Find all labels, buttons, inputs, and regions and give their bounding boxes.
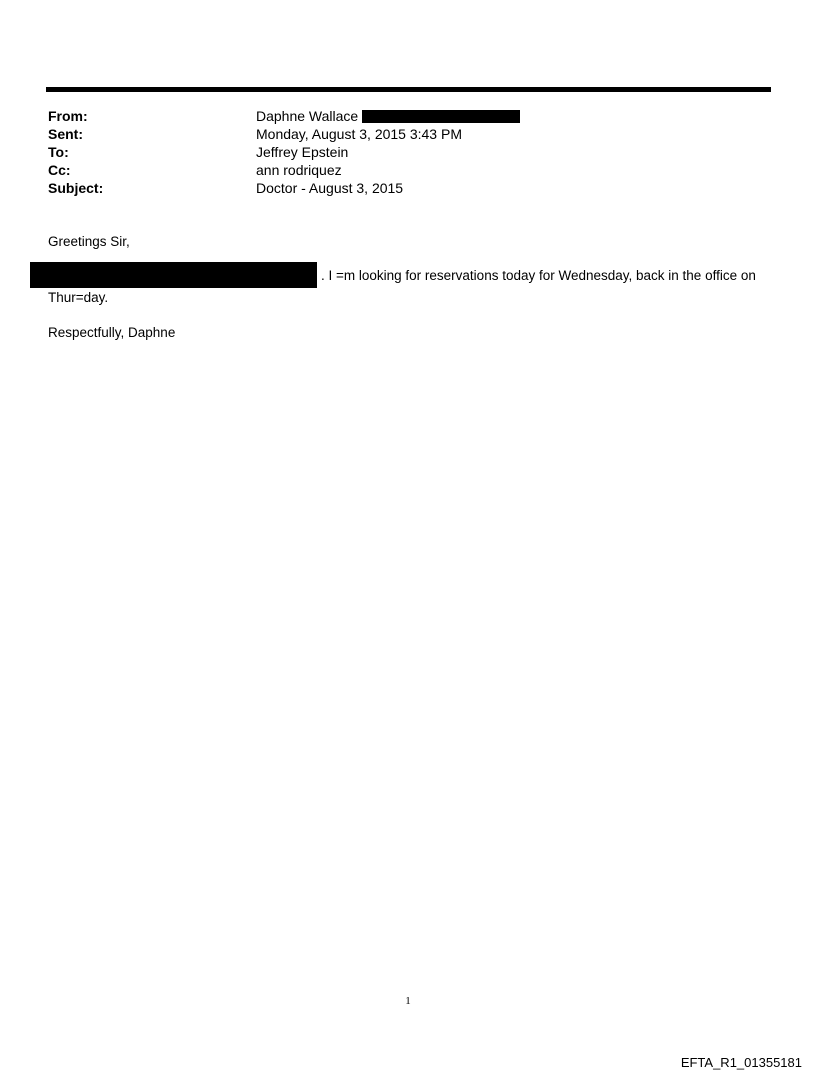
cc-row xyxy=(48,161,768,179)
greeting: Greetings Sir, xyxy=(48,234,130,249)
to-row xyxy=(48,143,768,161)
email-header xyxy=(48,107,768,197)
body-line-one-text: . I =m looking for reservations today for Wednesday, back in the office on xyxy=(321,267,756,283)
subject-row xyxy=(48,179,768,197)
page-number: 1 xyxy=(405,995,411,1007)
from-name: Daphne Wallace xyxy=(256,108,359,124)
from-row xyxy=(48,107,768,125)
sent-row xyxy=(48,125,768,143)
cc-value: ann rodriquez xyxy=(256,162,342,178)
redacted-text xyxy=(30,262,317,288)
redacted-email xyxy=(362,110,520,123)
subject-label: Subject: xyxy=(48,180,104,196)
closing: Respectfully, Daphne xyxy=(48,325,176,340)
document-id: EFTA_R1_01355181 xyxy=(680,1055,802,1070)
sent-value: Monday, August 3, 2015 3:43 PM xyxy=(256,126,462,142)
body-line-one xyxy=(30,262,770,288)
sent-label: Sent: xyxy=(48,126,83,142)
from-label: From: xyxy=(48,108,88,124)
from-value xyxy=(256,107,768,125)
body-line-two: Thur=day. xyxy=(48,290,109,305)
to-label: To: xyxy=(48,144,69,160)
to-value: Jeffrey Epstein xyxy=(256,144,349,160)
cc-label: Cc: xyxy=(48,162,71,178)
subject-value: Doctor - August 3, 2015 xyxy=(256,180,404,196)
header-divider xyxy=(46,87,771,92)
